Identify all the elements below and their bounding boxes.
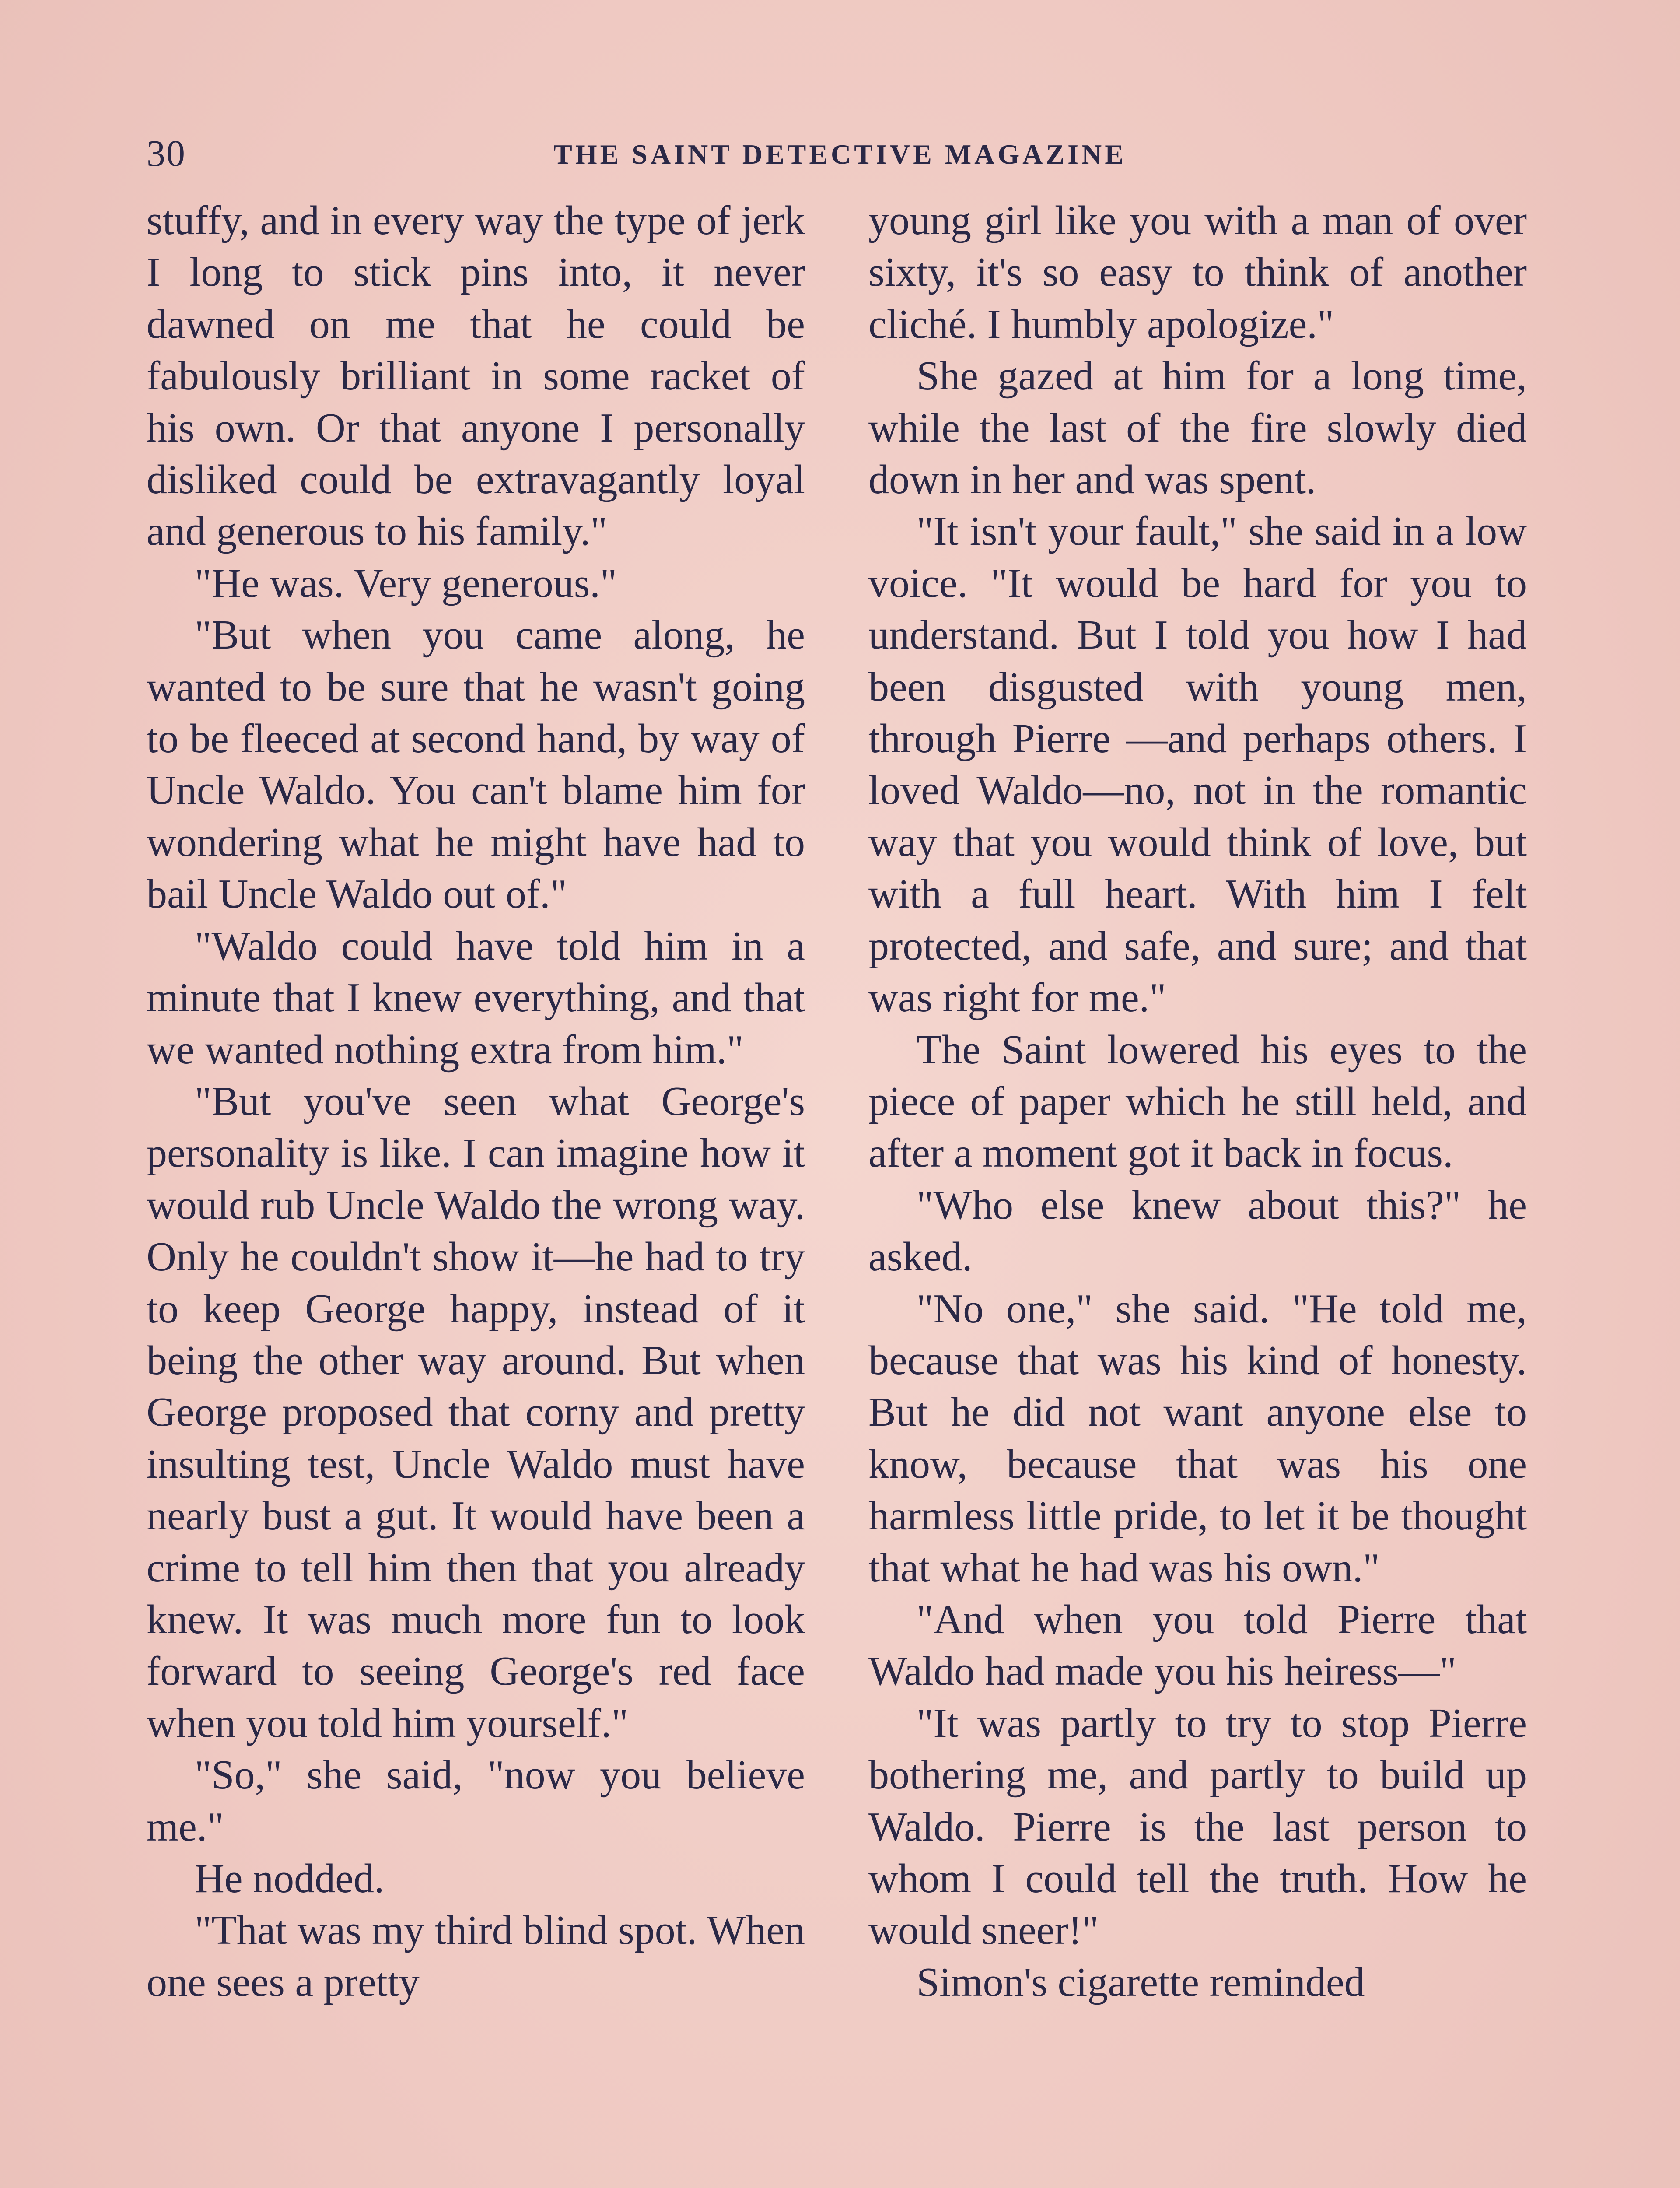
running-title: THE SAINT DETECTIVE MAGAZINE — [553, 139, 1127, 170]
paragraph: She gazed at him for a long time, while the last of the fire slowly died down in her and was spent. — [868, 353, 1527, 503]
right-column — [868, 195, 1527, 2008]
paragraph: "That was my third blind spot. When one sees a pretty — [147, 1907, 805, 2005]
page-number: 30 — [147, 132, 186, 174]
paragraph: "Who else knew about this?" he asked. — [868, 1182, 1527, 1280]
paragraph: "And when you told Pierre that Waldo had made you his heiress—" — [868, 1596, 1527, 1694]
paragraph: "He was. Very generous." — [195, 560, 617, 606]
left-column — [147, 195, 805, 2008]
paragraph: "But you've seen what George's personality is like. I can imagine how it would rub Uncle Waldo the wrong way. Only he couldn't show it—he had to try to keep George happy, instead of it being the other way around. But when George proposed that corny and pretty insulting test, Uncle Waldo must have nearly bust a gut. It would have been a crime to tell him then that you already knew. It was much more fun to look forward to seeing George's red face when you told him yourself." — [147, 1078, 805, 1746]
paragraph: Simon's cigarette reminded — [917, 1959, 1365, 2005]
paragraph: stuffy, and in every way the type of jerk I long to stick pins into, it never dawned on me that he could be fabulously brilliant in some racket of his own. Or that anyone I personally disliked could be extravagantly loyal and generous to his family." — [147, 198, 805, 554]
paragraph: "It isn't your fault," she said in a low voice. "It would be hard for you to understand. But I told you how I had been disgusted with young men, through Pierre —and perhaps others. I loved Waldo—no, not in the romantic way that you would think of love, but with a full heart. With him I felt protected, and safe, and sure; and that was right for me." — [868, 508, 1527, 1021]
page-header — [147, 131, 1533, 184]
paragraph: The Saint lowered his eyes to the piece of paper which he still held, and after a moment got it back in focus. — [868, 1027, 1527, 1176]
paragraph: "But when you came along, he wanted to be sure that he wasn't going to be fleeced at second hand, by way of Uncle Waldo. You can't blame him for wondering what he might have had to bail Uncle Waldo out of." — [147, 612, 805, 917]
paragraph: "Waldo could have told him in a minute that I knew everything, and that we wanted nothing extra from him." — [147, 923, 805, 1073]
paragraph: young girl like you with a man of over sixty, it's so easy to think of another cliché. I humbly apologize." — [868, 198, 1527, 347]
paragraph: "So," she said, "now you believe me." — [147, 1752, 805, 1850]
paragraph: He nodded. — [195, 1856, 385, 1901]
paragraph: "It was partly to try to stop Pierre bothering me, and partly to build up Waldo. Pierre is the last person to whom I could tell the truth. How he would sneer!" — [868, 1700, 1527, 1953]
paragraph: "No one," she said. "He told me, because that was his kind of honesty. But he did not want anyone else to know, because that was his one harmless little pride, to let it be thought that what he had was his own." — [868, 1286, 1527, 1591]
